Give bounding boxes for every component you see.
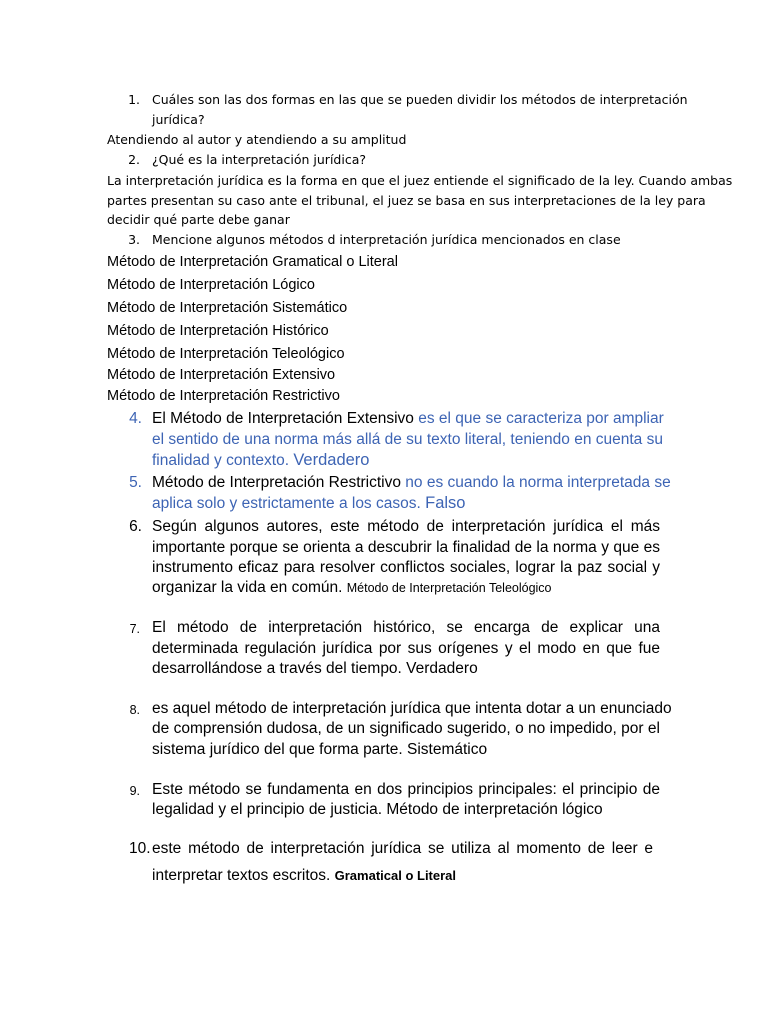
q6-line: Según algunos autores, este método de interpretación jurídica el más bbox=[152, 518, 660, 535]
q4-statement: es el que se caracteriza por ampliar bbox=[418, 410, 664, 427]
q6-line bbox=[152, 577, 552, 599]
q5-number: 5. bbox=[129, 474, 142, 491]
q5-statement: no es cuando la norma interpretada se bbox=[405, 474, 671, 491]
q3-number: 3. bbox=[128, 232, 140, 247]
method-list-item: Método de Interpretación Gramatical o Literal bbox=[107, 254, 398, 270]
q2-number: 2. bbox=[128, 152, 140, 167]
q2-answer-line: partes presentan su caso ante el tribunal, el juez se basa en sus interpretaciones de la ley para bbox=[107, 193, 706, 208]
method-list-item: Método de Interpretación Teleológico bbox=[107, 346, 345, 362]
q1-question-line: Cuáles son las dos formas en las que se pueden dividir los métodos de interpretación bbox=[152, 92, 688, 107]
q5-answer: Falso bbox=[425, 494, 466, 512]
q8-line: es aquel método de interpretación jurídica que intenta dotar a un enunciado bbox=[152, 700, 672, 717]
q7-line: desarrollándose a través del tiempo. Verdadero bbox=[152, 660, 478, 677]
q4-method: El Método de Interpretación Extensivo bbox=[152, 410, 414, 427]
method-list-item: Método de Interpretación Sistemático bbox=[107, 300, 348, 316]
q4-answer: Verdadero bbox=[293, 451, 370, 469]
method-list-item: Método de Interpretación Extensivo bbox=[107, 367, 336, 383]
q10-answer: Gramatical o Literal bbox=[334, 868, 457, 883]
method-list-item: Método de Interpretación Restrictivo bbox=[107, 388, 340, 404]
q5-line bbox=[152, 493, 465, 514]
q5-line bbox=[152, 472, 671, 493]
q10-line bbox=[152, 865, 456, 886]
q8-number: 8. bbox=[129, 703, 140, 717]
q7-line: determinada regulación jurídica por sus orígenes y el modo en que fue bbox=[152, 640, 660, 657]
q4-number: 4. bbox=[129, 410, 142, 427]
q7-line: El método de interpretación histórico, se encarga de explicar una bbox=[152, 619, 660, 636]
q10-line: este método de interpretación jurídica se utiliza al momento de leer e bbox=[152, 840, 653, 857]
q6-line: instrumento eficaz para resolver conflictos sociales, lograr la paz social y bbox=[152, 559, 660, 576]
q2-question: ¿Qué es la interpretación jurídica? bbox=[152, 152, 366, 167]
q9-line: legalidad y el principio de justicia. Método de interpretación lógico bbox=[152, 801, 603, 818]
q3-question: Mencione algunos métodos d interpretación jurídica mencionados en clase bbox=[152, 232, 621, 247]
q10-number: 10. bbox=[129, 840, 151, 857]
q5-method: Método de Interpretación Restrictivo bbox=[152, 474, 401, 491]
q2-answer-line: La interpretación jurídica es la forma en que el juez entiende el significado de la ley. Cuando ambas bbox=[107, 173, 733, 188]
q5-statement-end: aplica solo y estrictamente a los casos. bbox=[152, 495, 421, 512]
q2-answer-line: decidir qué parte debe ganar bbox=[107, 212, 290, 227]
q9-number: 9. bbox=[129, 784, 140, 798]
q4-statement-end: finalidad y contexto. bbox=[152, 452, 290, 469]
method-list-item: Método de Interpretación Histórico bbox=[107, 323, 329, 339]
q6-statement-end: organizar la vida en común. bbox=[152, 579, 343, 596]
q10-statement-end: interpretar textos escritos. bbox=[152, 867, 331, 884]
q8-line: sistema jurídico del que forma parte. Sistemático bbox=[152, 741, 488, 758]
q1-number: 1. bbox=[128, 92, 140, 107]
q9-line: Este método se fundamenta en dos principios principales: el principio de bbox=[152, 781, 660, 798]
q4-line: el sentido de una norma más allá de su texto literal, teniendo en cuenta su bbox=[152, 431, 663, 448]
method-list-item: Método de Interpretación Lógico bbox=[107, 277, 315, 293]
q4-line bbox=[152, 408, 664, 429]
q6-line: importante porque se orienta a descubrir la finalidad de la norma y que es bbox=[152, 539, 660, 556]
q1-answer: Atendiendo al autor y atendiendo a su amplitud bbox=[107, 132, 407, 147]
q6-answer: Método de Interpretación Teleológico bbox=[346, 581, 552, 595]
q6-number: 6. bbox=[129, 518, 142, 535]
q4-line bbox=[152, 450, 369, 471]
q1-question-line: jurídica? bbox=[152, 112, 205, 127]
q7-number: 7. bbox=[129, 622, 140, 636]
q8-line: de comprensión dudosa, de un significado sugerido, o no impedido, por el bbox=[152, 720, 660, 737]
